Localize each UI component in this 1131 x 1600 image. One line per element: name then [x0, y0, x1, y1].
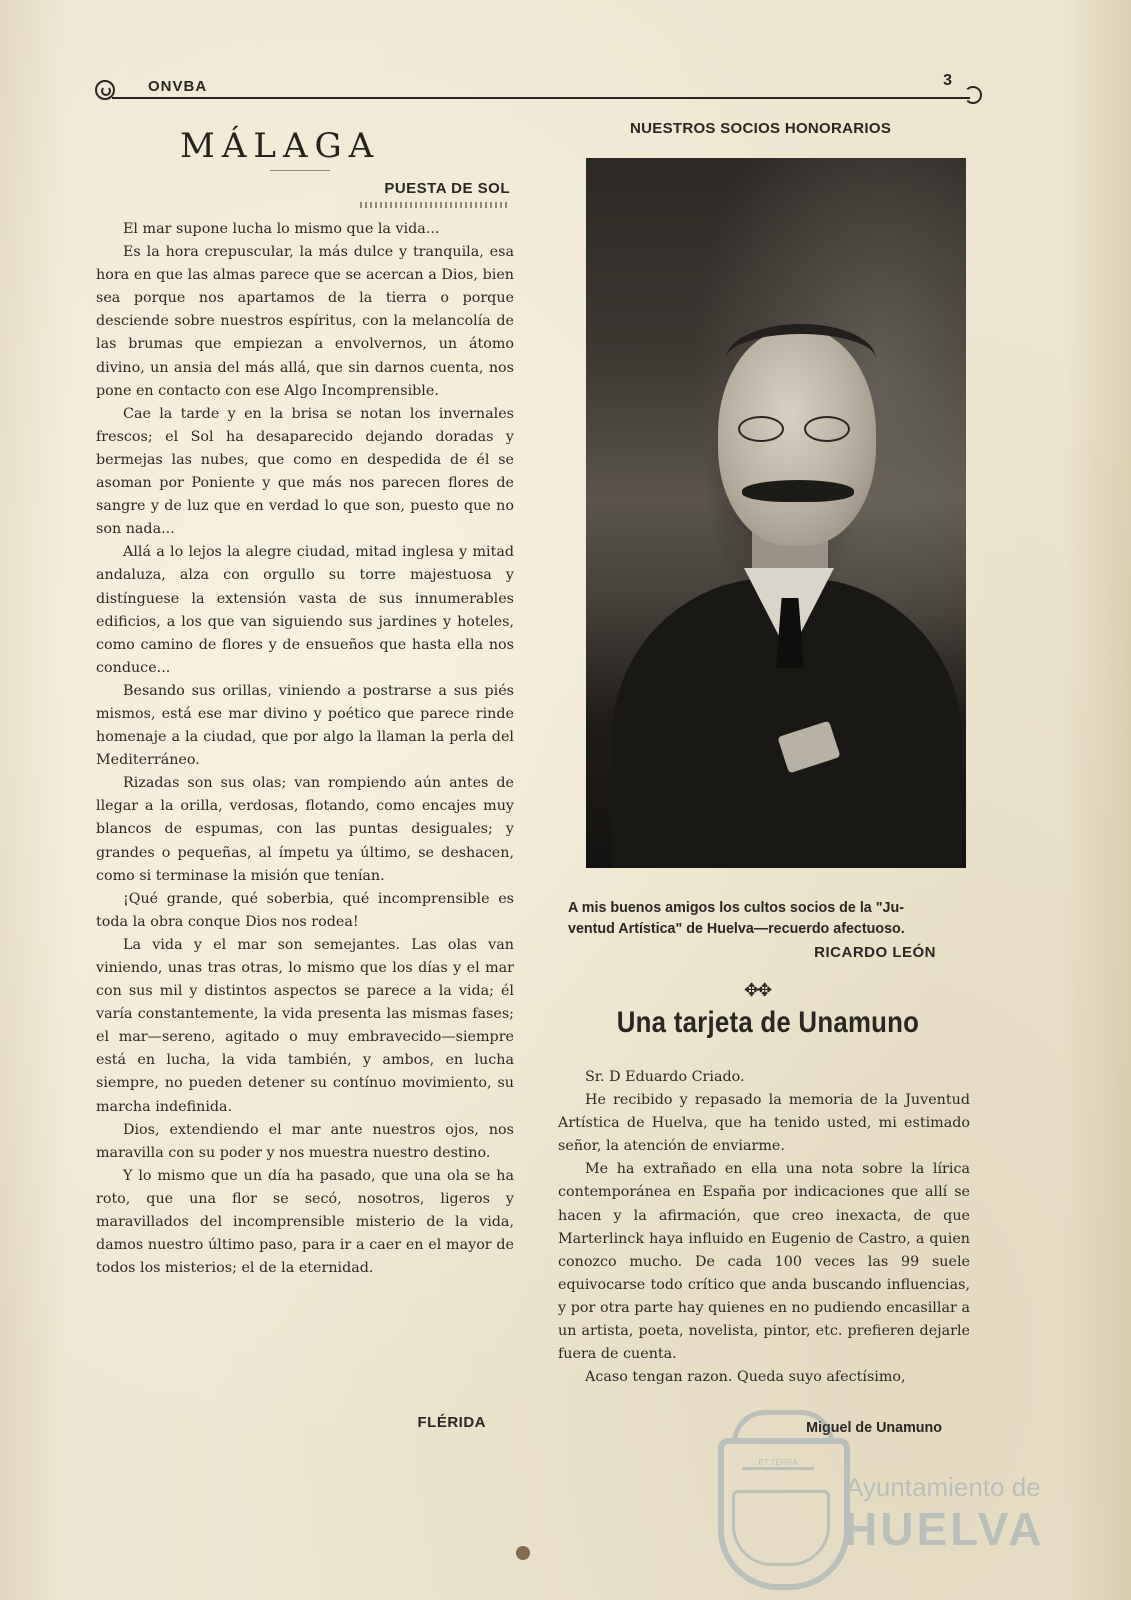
journal-title: ONVBA: [148, 78, 208, 95]
paragraph: Dios, extendiendo el mar ante nuestros ojos, nos maravilla con su poder y nos muestra nuestro destino.: [96, 1121, 514, 1161]
paragraph: Besando sus orillas, viniendo a postrarse a sus piés mismos, está ese mar divino y poético que parece rinde homenaje a la ciudad, que por algo la llaman la perla del Mediterráneo.: [96, 682, 514, 769]
article-subtitle: PUESTA DE SOL: [384, 180, 510, 197]
crest-motto: ET TERRA: [742, 1458, 814, 1470]
ink-stain: [516, 1546, 530, 1560]
paragraph: Es la hora crepuscular, la más dulce y tranquila, esa hora en que las almas parece que se acercan a Dios, bien sea porque nos apartamos de la tierra o porque desciende sobre nuestros espíritus, con la melancolía de las brumas que empiezan a envolvernos, un átomo divino, un ansia del más allá, que sin darnos cuenta, nos pone en contacto con ese Algo Incomprensible.: [96, 244, 514, 399]
paragraph: Y lo mismo que un día ha pasado, que una ola se ha roto, que una flor se secó, nosotros, ligeros y maravillados del incomprensible misterio de la vida, damos nuestro último paso, para ir a caer en el mayor de todos los misterios; el de la eternidad.: [96, 1167, 514, 1277]
paragraph: Sr. D Eduardo Criado.: [585, 1069, 745, 1085]
archive-watermark: [718, 1410, 1048, 1580]
title-rule: [270, 170, 330, 171]
section-heading: NUESTROS SOCIOS HONORARIOS: [630, 120, 892, 137]
article-body: [96, 218, 514, 1280]
header-rule: [112, 97, 970, 99]
section-title: MÁLAGA: [180, 126, 381, 166]
paragraph: He recibido y repasado la memoria de la Juventud Artística de Huelva, que ha tenido usted, mi estimado señor, la atención de enviarme.: [558, 1092, 970, 1155]
glasses-icon: [738, 416, 858, 440]
crest-icon: [718, 1438, 850, 1590]
caption-line: ventud Artística" de Huelva—recuerdo afectuoso.: [568, 921, 905, 937]
caption-line: A mis buenos amigos los cultos socios de la "Ju-: [568, 900, 904, 916]
watermark-line-2: HUELVA: [844, 1503, 1045, 1555]
author-signature: FLÉRIDA: [417, 1414, 486, 1431]
divider-ornament-icon: ✥✥: [744, 980, 771, 1001]
paragraph: Rizadas son sus olas; van rompiendo aún antes de llegar a la orilla, verdosas, flotando, como encajes muy blancos de espumas, con las puntas desiguales; y grandes o pequeñas, al ímpetu ya último, se deshacen, como si terminase la misión que tenían.: [96, 775, 514, 884]
article-title: Una tarjeta de Unamuno: [616, 1006, 920, 1039]
paragraph: ¡Qué grande, qué soberbia, qué incomprensible es toda la obra conque Dios nos rodea!: [96, 890, 514, 930]
letter-signature: Miguel de Unamuno: [806, 1420, 942, 1436]
letter-body: [558, 1066, 970, 1389]
paragraph: Cae la tarde y en la brisa se notan los invernales frescos; el Sol ha desaparecido dejando doradas y bermejas las nubes, que como en despedida de él se asoman por Poniente y que más nos parecen flores de sangre y de luz que en verdad lo que son, puesto que no son nada...: [96, 405, 514, 538]
watermark-line-1: Ayuntamiento de: [846, 1472, 1041, 1502]
photo-caption: [568, 898, 980, 940]
paragraph: Allá a lo lejos la alegre ciudad, mitad inglesa y mitad andaluza, alza con orgullo su torre majestuosa y distínguese la extensión vasta de sus innumerables edificios, a los que van siguiendo sus jardines y hoteles, como camino de flores y de ensueños que hasta ella nos conduce...: [96, 544, 514, 676]
wavy-divider: [360, 202, 510, 208]
page-number: 3: [943, 72, 952, 89]
paragraph: El mar supone lucha lo mismo que la vida...: [123, 221, 440, 237]
curl-ornament-icon: [964, 86, 982, 104]
paragraph: La vida y el mar son semejantes. Las olas van viniendo, unas tras otras, lo mismo que los días y el mar con sus mil y distintos aspectos se parece a la vida; él varía constantemente, la vida presenta las mismas fases; el mar—sereno, agitado o muy embravecido—siempre está en lucha, la vida también, y ambos, en lucha siempre, no pueden detener su contínuo movimiento, su marcha indefinida.: [96, 936, 514, 1115]
page-header: [92, 72, 982, 102]
portrait-photo: [586, 158, 966, 868]
photo-moustache: [742, 480, 854, 502]
caption-signature: RICARDO LEÓN: [814, 944, 936, 961]
paragraph: Me ha extrañado en ella una nota sobre la lírica contemporánea en España por indicaciones que allí se hacen y la afirmación, que creo inexacta, de que Marterlinck haya influido en Eugenio de Castro, a quien conozco mucho. De cada 100 veces las 99 suele equivocarse todo crítico que anda buscando influencias, y por otra parte hay quienes en no pudiendo encasillar a un artista, poeta, novelista, pintor, etc. prefieren dejarle fuera de cuenta.: [558, 1161, 970, 1363]
paragraph: Acaso tengan razon. Queda suyo afectísimo,: [585, 1369, 906, 1386]
